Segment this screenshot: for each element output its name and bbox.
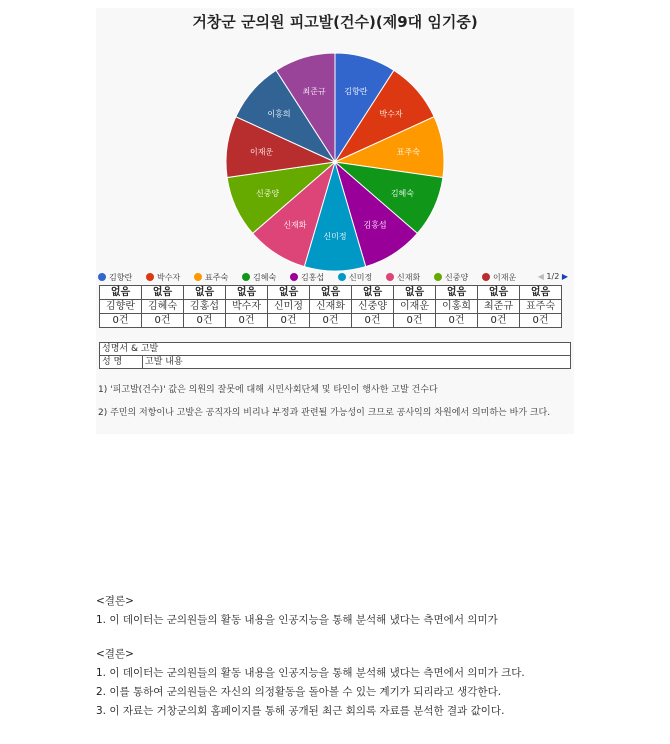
slice-label: 김향란 — [344, 86, 368, 96]
legend-label: 김홍섭 — [301, 273, 325, 282]
legend-item[interactable] — [434, 272, 468, 283]
name-cell: 신재화 — [310, 300, 352, 314]
status-cell: 없음 — [100, 286, 142, 300]
name-cell: 표주숙 — [520, 300, 562, 314]
legend-page-indicator: 1/2 — [546, 272, 560, 281]
conclusion-line: 1. 이 데이터는 군의원들의 활동 내용을 인공지능을 통해 분석해 냈다는 측면에서 의미가 — [96, 614, 498, 626]
legend-item[interactable] — [98, 272, 132, 283]
legend-swatch — [194, 273, 202, 281]
legend-item[interactable] — [290, 272, 324, 283]
count-cell: 0건 — [394, 314, 436, 328]
count-cell: 0건 — [436, 314, 478, 328]
conclusion-section-b — [96, 645, 576, 721]
legend-item[interactable] — [242, 272, 276, 283]
name-cell: 이재운 — [394, 300, 436, 314]
slice-label: 이재운 — [250, 147, 274, 157]
col-content-header: 고발 내용 — [143, 356, 571, 369]
legend-label: 김혜숙 — [253, 273, 277, 282]
count-cell: 0건 — [268, 314, 310, 328]
legend-item[interactable] — [146, 272, 180, 283]
legend-item[interactable] — [386, 272, 420, 283]
slice-label: 신재화 — [283, 220, 307, 230]
legend-item[interactable] — [482, 272, 516, 283]
legend-swatch — [386, 273, 394, 281]
legend-label: 이재운 — [493, 273, 517, 282]
conclusion-line: 3. 이 자료는 거창군의회 홈페이지를 통해 공개된 최근 회의록 자료를 분석한 결과 값이다. — [96, 705, 505, 717]
status-cell: 없음 — [226, 286, 268, 300]
status-cell: 없음 — [310, 286, 352, 300]
name-cell: 김홍섭 — [184, 300, 226, 314]
legend-label: 김향란 — [109, 273, 133, 282]
status-cell: 없음 — [520, 286, 562, 300]
conclusion-heading: <결론> — [96, 648, 134, 660]
status-cell: 없음 — [184, 286, 226, 300]
status-cell: 없음 — [436, 286, 478, 300]
count-cell: 0건 — [100, 314, 142, 328]
conclusion-heading: <결론> — [96, 595, 134, 607]
slice-label: 김혜숙 — [390, 188, 415, 198]
name-cell: 김혜숙 — [142, 300, 184, 314]
count-cell: 0건 — [226, 314, 268, 328]
footnote-1: 1) '피고발(건수)' 값은 의원의 잘못에 대해 시민사회단체 및 타인이 행사한 고발 건수다 — [98, 385, 438, 395]
source-table-title: 성명서 & 고발 — [100, 343, 571, 356]
status-cell: 없음 — [352, 286, 394, 300]
conclusion-section-a — [96, 592, 576, 630]
pie-chart — [96, 8, 574, 272]
chart-panel — [96, 8, 574, 434]
legend-swatch — [290, 273, 298, 281]
conclusion-line: 2. 이를 통하여 군의원들은 자신의 의정활동을 돌아볼 수 있는 계기가 되리라고 생각한다. — [96, 686, 502, 698]
footnote-2: 2) 주민의 저항이나 고발은 공직자의 비리나 부정과 관련될 가능성이 크므로 공사익의 차원에서 의미하는 바가 크다. — [98, 408, 551, 418]
count-cell: 0건 — [520, 314, 562, 328]
count-cell: 0건 — [352, 314, 394, 328]
name-cell: 최준규 — [478, 300, 520, 314]
slice-label: 표주숙 — [396, 147, 420, 157]
legend-item[interactable] — [194, 272, 228, 283]
legend-swatch — [98, 273, 106, 281]
slice-label: 김홍섭 — [363, 220, 387, 230]
legend-item[interactable] — [338, 272, 372, 283]
name-cell: 신중양 — [352, 300, 394, 314]
source-table — [99, 342, 571, 369]
count-table — [99, 285, 562, 328]
count-cell: 0건 — [310, 314, 352, 328]
count-cell: 0건 — [478, 314, 520, 328]
legend-swatch — [434, 273, 442, 281]
conclusion-line: 1. 이 데이터는 군의원들의 활동 내용을 인공지능을 통해 분석해 냈다는 측면에서 의미가 크다. — [96, 667, 525, 679]
status-cell: 없음 — [142, 286, 184, 300]
status-cell: 없음 — [268, 286, 310, 300]
name-cell: 박수자 — [226, 300, 268, 314]
legend-label: 신미정 — [349, 273, 373, 282]
legend-swatch — [482, 273, 490, 281]
chart-legend — [96, 272, 574, 286]
legend-swatch — [146, 273, 154, 281]
slice-label: 박수자 — [379, 109, 403, 119]
status-cell: 없음 — [478, 286, 520, 300]
name-cell: 김향란 — [100, 300, 142, 314]
legend-label: 박수자 — [157, 273, 181, 282]
name-cell: 이홍희 — [436, 300, 478, 314]
legend-pager — [538, 272, 568, 281]
col-name-header: 성 명 — [100, 356, 143, 369]
count-cell: 0건 — [184, 314, 226, 328]
status-cell: 없음 — [394, 286, 436, 300]
count-cell: 0건 — [142, 314, 184, 328]
slice-label: 이홍희 — [267, 109, 291, 119]
legend-label: 표주숙 — [205, 273, 229, 282]
slice-label: 신중양 — [255, 188, 280, 198]
legend-label: 신중양 — [445, 273, 469, 282]
legend-prev-icon[interactable]: ◀ — [537, 272, 547, 281]
chart-title: 거창군 군의원 피고발(건수)(제9대 임기중) — [192, 13, 478, 31]
legend-swatch — [242, 273, 250, 281]
legend-label: 신재화 — [397, 273, 421, 282]
slice-label: 신미정 — [323, 232, 347, 242]
legend-swatch — [338, 273, 346, 281]
name-cell: 신미정 — [268, 300, 310, 314]
legend-next-icon[interactable]: ▶ — [559, 272, 568, 281]
slice-label: 최준규 — [302, 86, 326, 96]
